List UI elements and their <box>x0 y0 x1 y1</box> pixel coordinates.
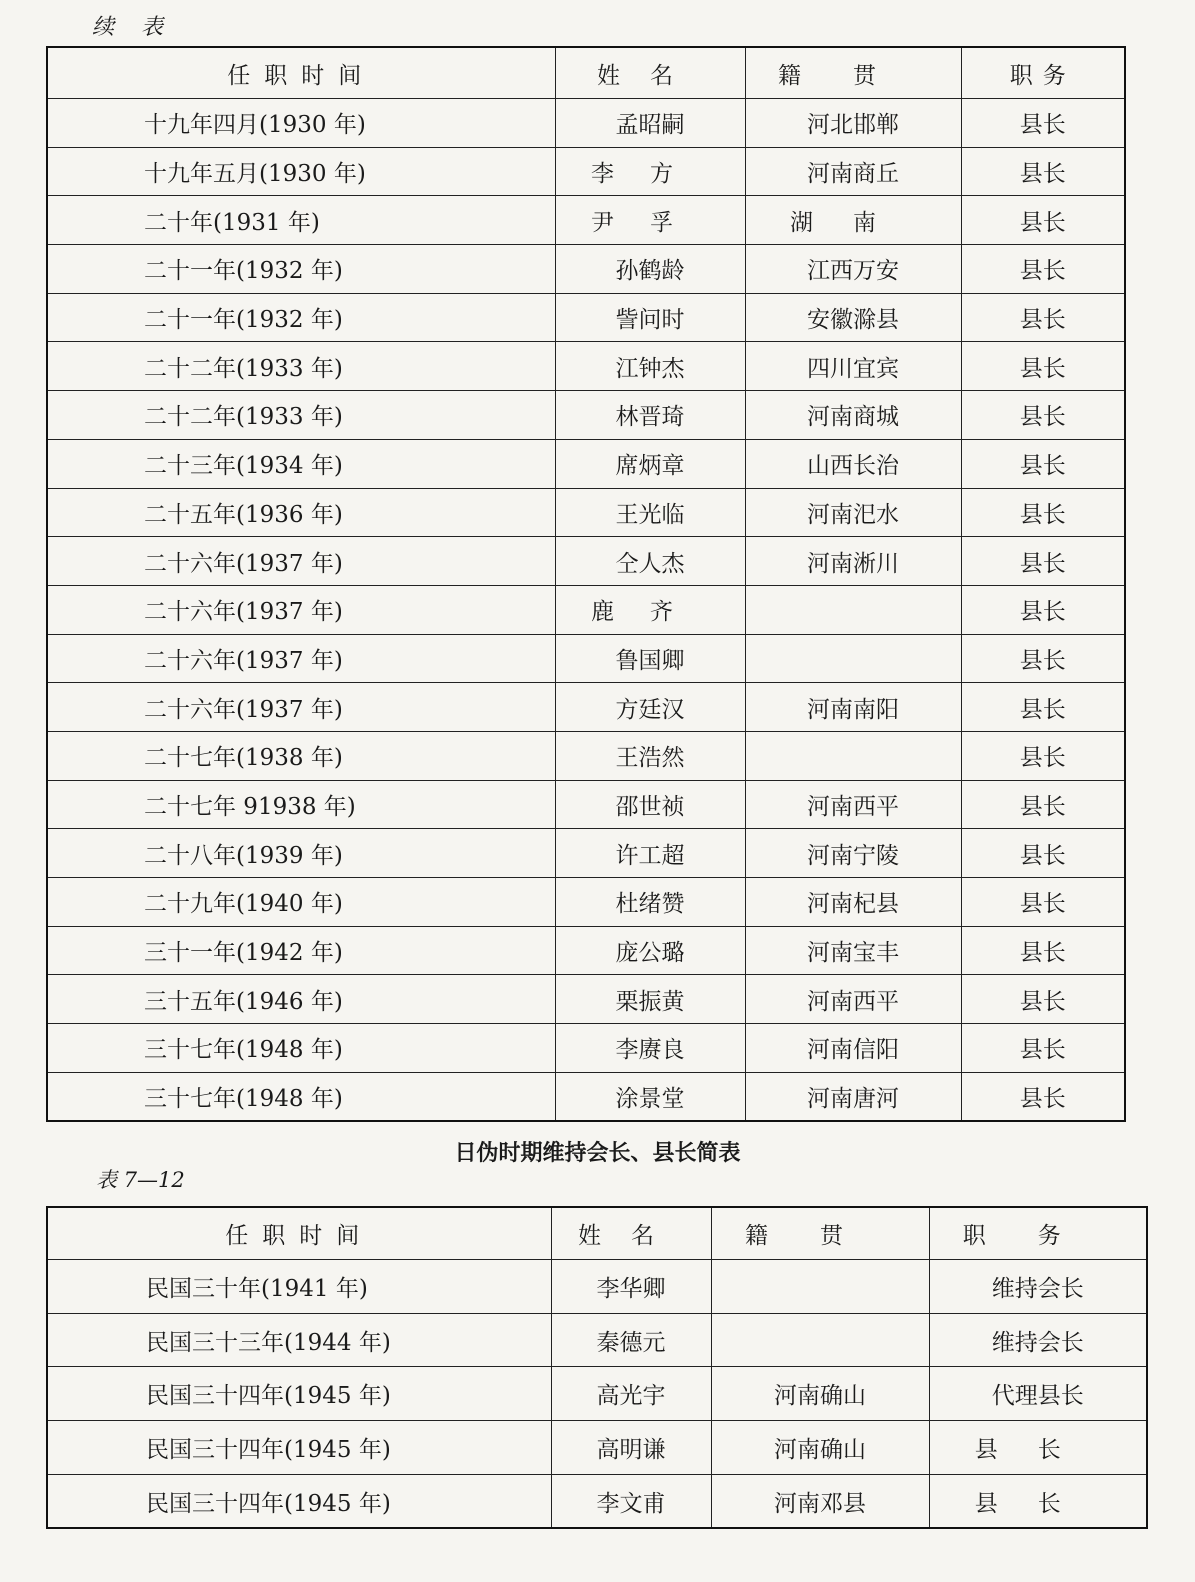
cell-origin: 河南杞县 <box>745 878 961 927</box>
cell-term: 二十六年(1937 年) <box>47 585 555 634</box>
county-magistrates-table <box>46 46 1126 1122</box>
table-row <box>47 488 1125 537</box>
table-row <box>47 245 1125 294</box>
cell-position: 县长 <box>929 1421 1147 1475</box>
cell-term: 二十年(1931 年) <box>47 196 555 245</box>
cell-term: 三十五年(1946 年) <box>47 975 555 1024</box>
header-name: 姓名 <box>555 47 745 99</box>
cell-term: 三十七年(1948 年) <box>47 1072 555 1121</box>
cell-origin: 河北邯郸 <box>745 99 961 148</box>
cell-term: 二十六年(1937 年) <box>47 634 555 683</box>
cell-term: 三十一年(1942 年) <box>47 926 555 975</box>
cell-name: 涂景堂 <box>555 1072 745 1121</box>
cell-origin: 河南确山 <box>711 1367 929 1421</box>
cell-name: 许工超 <box>555 829 745 878</box>
cell-position: 维持会长 <box>929 1260 1147 1314</box>
cell-origin: 河南淅川 <box>745 537 961 586</box>
table-row <box>47 878 1125 927</box>
cell-position: 县长 <box>961 342 1125 391</box>
cell-position: 县长 <box>961 829 1125 878</box>
table-row <box>47 683 1125 732</box>
cell-position: 县长 <box>961 99 1125 148</box>
cell-term: 二十一年(1932 年) <box>47 245 555 294</box>
cell-position: 县长 <box>961 1024 1125 1073</box>
cell-origin: 湖南 <box>745 196 961 245</box>
table-row <box>47 926 1125 975</box>
cell-term: 二十二年(1933 年) <box>47 391 555 440</box>
cell-name: 林晋琦 <box>555 391 745 440</box>
cell-origin: 河南宁陵 <box>745 829 961 878</box>
table-row <box>47 585 1125 634</box>
cell-position: 代理县长 <box>929 1367 1147 1421</box>
table2-number: 表 7—12 <box>96 1168 185 1192</box>
cell-position: 县长 <box>961 683 1125 732</box>
cell-term: 民国三十四年(1945 年) <box>47 1421 551 1475</box>
cell-position: 县长 <box>961 439 1125 488</box>
header-position: 职务 <box>961 47 1125 99</box>
cell-name: 栗振黄 <box>555 975 745 1024</box>
cell-name: 李文甫 <box>551 1474 711 1528</box>
header-name: 姓名 <box>551 1207 711 1260</box>
cell-name: 孙鹤龄 <box>555 245 745 294</box>
cell-term: 二十八年(1939 年) <box>47 829 555 878</box>
cell-origin <box>711 1260 929 1314</box>
cell-term: 二十三年(1934 年) <box>47 439 555 488</box>
cell-term: 二十七年(1938 年) <box>47 731 555 780</box>
cell-term: 二十六年(1937 年) <box>47 537 555 586</box>
cell-origin <box>745 731 961 780</box>
cell-origin: 四川宜宾 <box>745 342 961 391</box>
cell-name: 庞公璐 <box>555 926 745 975</box>
cell-name: 孟昭嗣 <box>555 99 745 148</box>
cell-term: 民国三十三年(1944 年) <box>47 1313 551 1367</box>
cell-position: 县长 <box>961 293 1125 342</box>
table-row <box>47 1367 1147 1421</box>
table-row <box>47 537 1125 586</box>
cell-position: 县长 <box>961 196 1125 245</box>
cell-name: 仝人杰 <box>555 537 745 586</box>
cell-origin: 江西万安 <box>745 245 961 294</box>
cell-origin: 河南西平 <box>745 780 961 829</box>
cell-position: 县长 <box>961 488 1125 537</box>
cell-name: 高明谦 <box>551 1421 711 1475</box>
cell-name: 李赓良 <box>555 1024 745 1073</box>
table-row <box>47 1474 1147 1528</box>
table-header-row <box>47 47 1125 99</box>
continuation-label: 续 表 <box>92 15 173 40</box>
cell-name: 秦德元 <box>551 1313 711 1367</box>
cell-origin: 河南信阳 <box>745 1024 961 1073</box>
cell-term: 二十六年(1937 年) <box>47 683 555 732</box>
table2-title: 日伪时期维持会长、县长简表 <box>454 1141 741 1166</box>
header-origin: 籍贯 <box>711 1207 929 1260</box>
cell-position: 县长 <box>961 634 1125 683</box>
cell-origin: 山西长治 <box>745 439 961 488</box>
table-row <box>47 1260 1147 1314</box>
table-row <box>47 1072 1125 1121</box>
cell-origin <box>745 585 961 634</box>
cell-term: 二十二年(1933 年) <box>47 342 555 391</box>
cell-name: 鲁国卿 <box>555 634 745 683</box>
table-row <box>47 634 1125 683</box>
cell-position: 县长 <box>961 780 1125 829</box>
cell-term: 二十七年 91938 年) <box>47 780 555 829</box>
cell-term: 二十九年(1940 年) <box>47 878 555 927</box>
cell-term: 民国三十四年(1945 年) <box>47 1474 551 1528</box>
cell-term: 十九年五月(1930 年) <box>47 147 555 196</box>
table-row <box>47 196 1125 245</box>
table-row <box>47 975 1125 1024</box>
cell-position: 县长 <box>961 147 1125 196</box>
cell-position: 县长 <box>961 975 1125 1024</box>
table-row <box>47 342 1125 391</box>
cell-position: 县长 <box>961 245 1125 294</box>
cell-origin: 河南汜水 <box>745 488 961 537</box>
cell-name: 高光宇 <box>551 1367 711 1421</box>
cell-position: 县长 <box>961 391 1125 440</box>
cell-position: 维持会长 <box>929 1313 1147 1367</box>
cell-origin: 安徽滁县 <box>745 293 961 342</box>
cell-name: 李方 <box>555 147 745 196</box>
cell-position: 县长 <box>961 585 1125 634</box>
cell-name: 王浩然 <box>555 731 745 780</box>
cell-name: 方廷汉 <box>555 683 745 732</box>
header-term: 任职时间 <box>47 47 555 99</box>
cell-term: 民国三十年(1941 年) <box>47 1260 551 1314</box>
header-term: 任职时间 <box>47 1207 551 1260</box>
cell-position: 县长 <box>929 1474 1147 1528</box>
cell-origin: 河南宝丰 <box>745 926 961 975</box>
cell-name: 席炳章 <box>555 439 745 488</box>
cell-name: 李华卿 <box>551 1260 711 1314</box>
cell-term: 二十一年(1932 年) <box>47 293 555 342</box>
header-origin: 籍贯 <box>745 47 961 99</box>
table-row <box>47 1024 1125 1073</box>
cell-name: 尹孚 <box>555 196 745 245</box>
table-header-row <box>47 1207 1147 1260</box>
cell-position: 县长 <box>961 1072 1125 1121</box>
table-row <box>47 293 1125 342</box>
cell-name: 杜绪赞 <box>555 878 745 927</box>
cell-origin <box>745 634 961 683</box>
table-row <box>47 439 1125 488</box>
table-row <box>47 780 1125 829</box>
header-position: 职务 <box>929 1207 1147 1260</box>
cell-origin <box>711 1313 929 1367</box>
table-row <box>47 1313 1147 1367</box>
cell-position: 县长 <box>961 926 1125 975</box>
table-row <box>47 99 1125 148</box>
cell-position: 县长 <box>961 537 1125 586</box>
cell-term: 民国三十四年(1945 年) <box>47 1367 551 1421</box>
cell-origin: 河南西平 <box>745 975 961 1024</box>
cell-origin: 河南邓县 <box>711 1474 929 1528</box>
table-row <box>47 391 1125 440</box>
cell-origin: 河南确山 <box>711 1421 929 1475</box>
table-row <box>47 147 1125 196</box>
cell-origin: 河南商丘 <box>745 147 961 196</box>
cell-term: 十九年四月(1930 年) <box>47 99 555 148</box>
cell-name: 王光临 <box>555 488 745 537</box>
cell-origin: 河南商城 <box>745 391 961 440</box>
cell-name: 訾问时 <box>555 293 745 342</box>
cell-term: 三十七年(1948 年) <box>47 1024 555 1073</box>
cell-name: 鹿齐 <box>555 585 745 634</box>
cell-name: 邵世祯 <box>555 780 745 829</box>
cell-name: 江钟杰 <box>555 342 745 391</box>
table-row <box>47 829 1125 878</box>
cell-term: 二十五年(1936 年) <box>47 488 555 537</box>
table-row <box>47 1421 1147 1475</box>
puppet-era-heads-table <box>46 1206 1148 1529</box>
table-row <box>47 731 1125 780</box>
cell-position: 县长 <box>961 731 1125 780</box>
cell-origin: 河南唐河 <box>745 1072 961 1121</box>
cell-origin: 河南南阳 <box>745 683 961 732</box>
cell-position: 县长 <box>961 878 1125 927</box>
